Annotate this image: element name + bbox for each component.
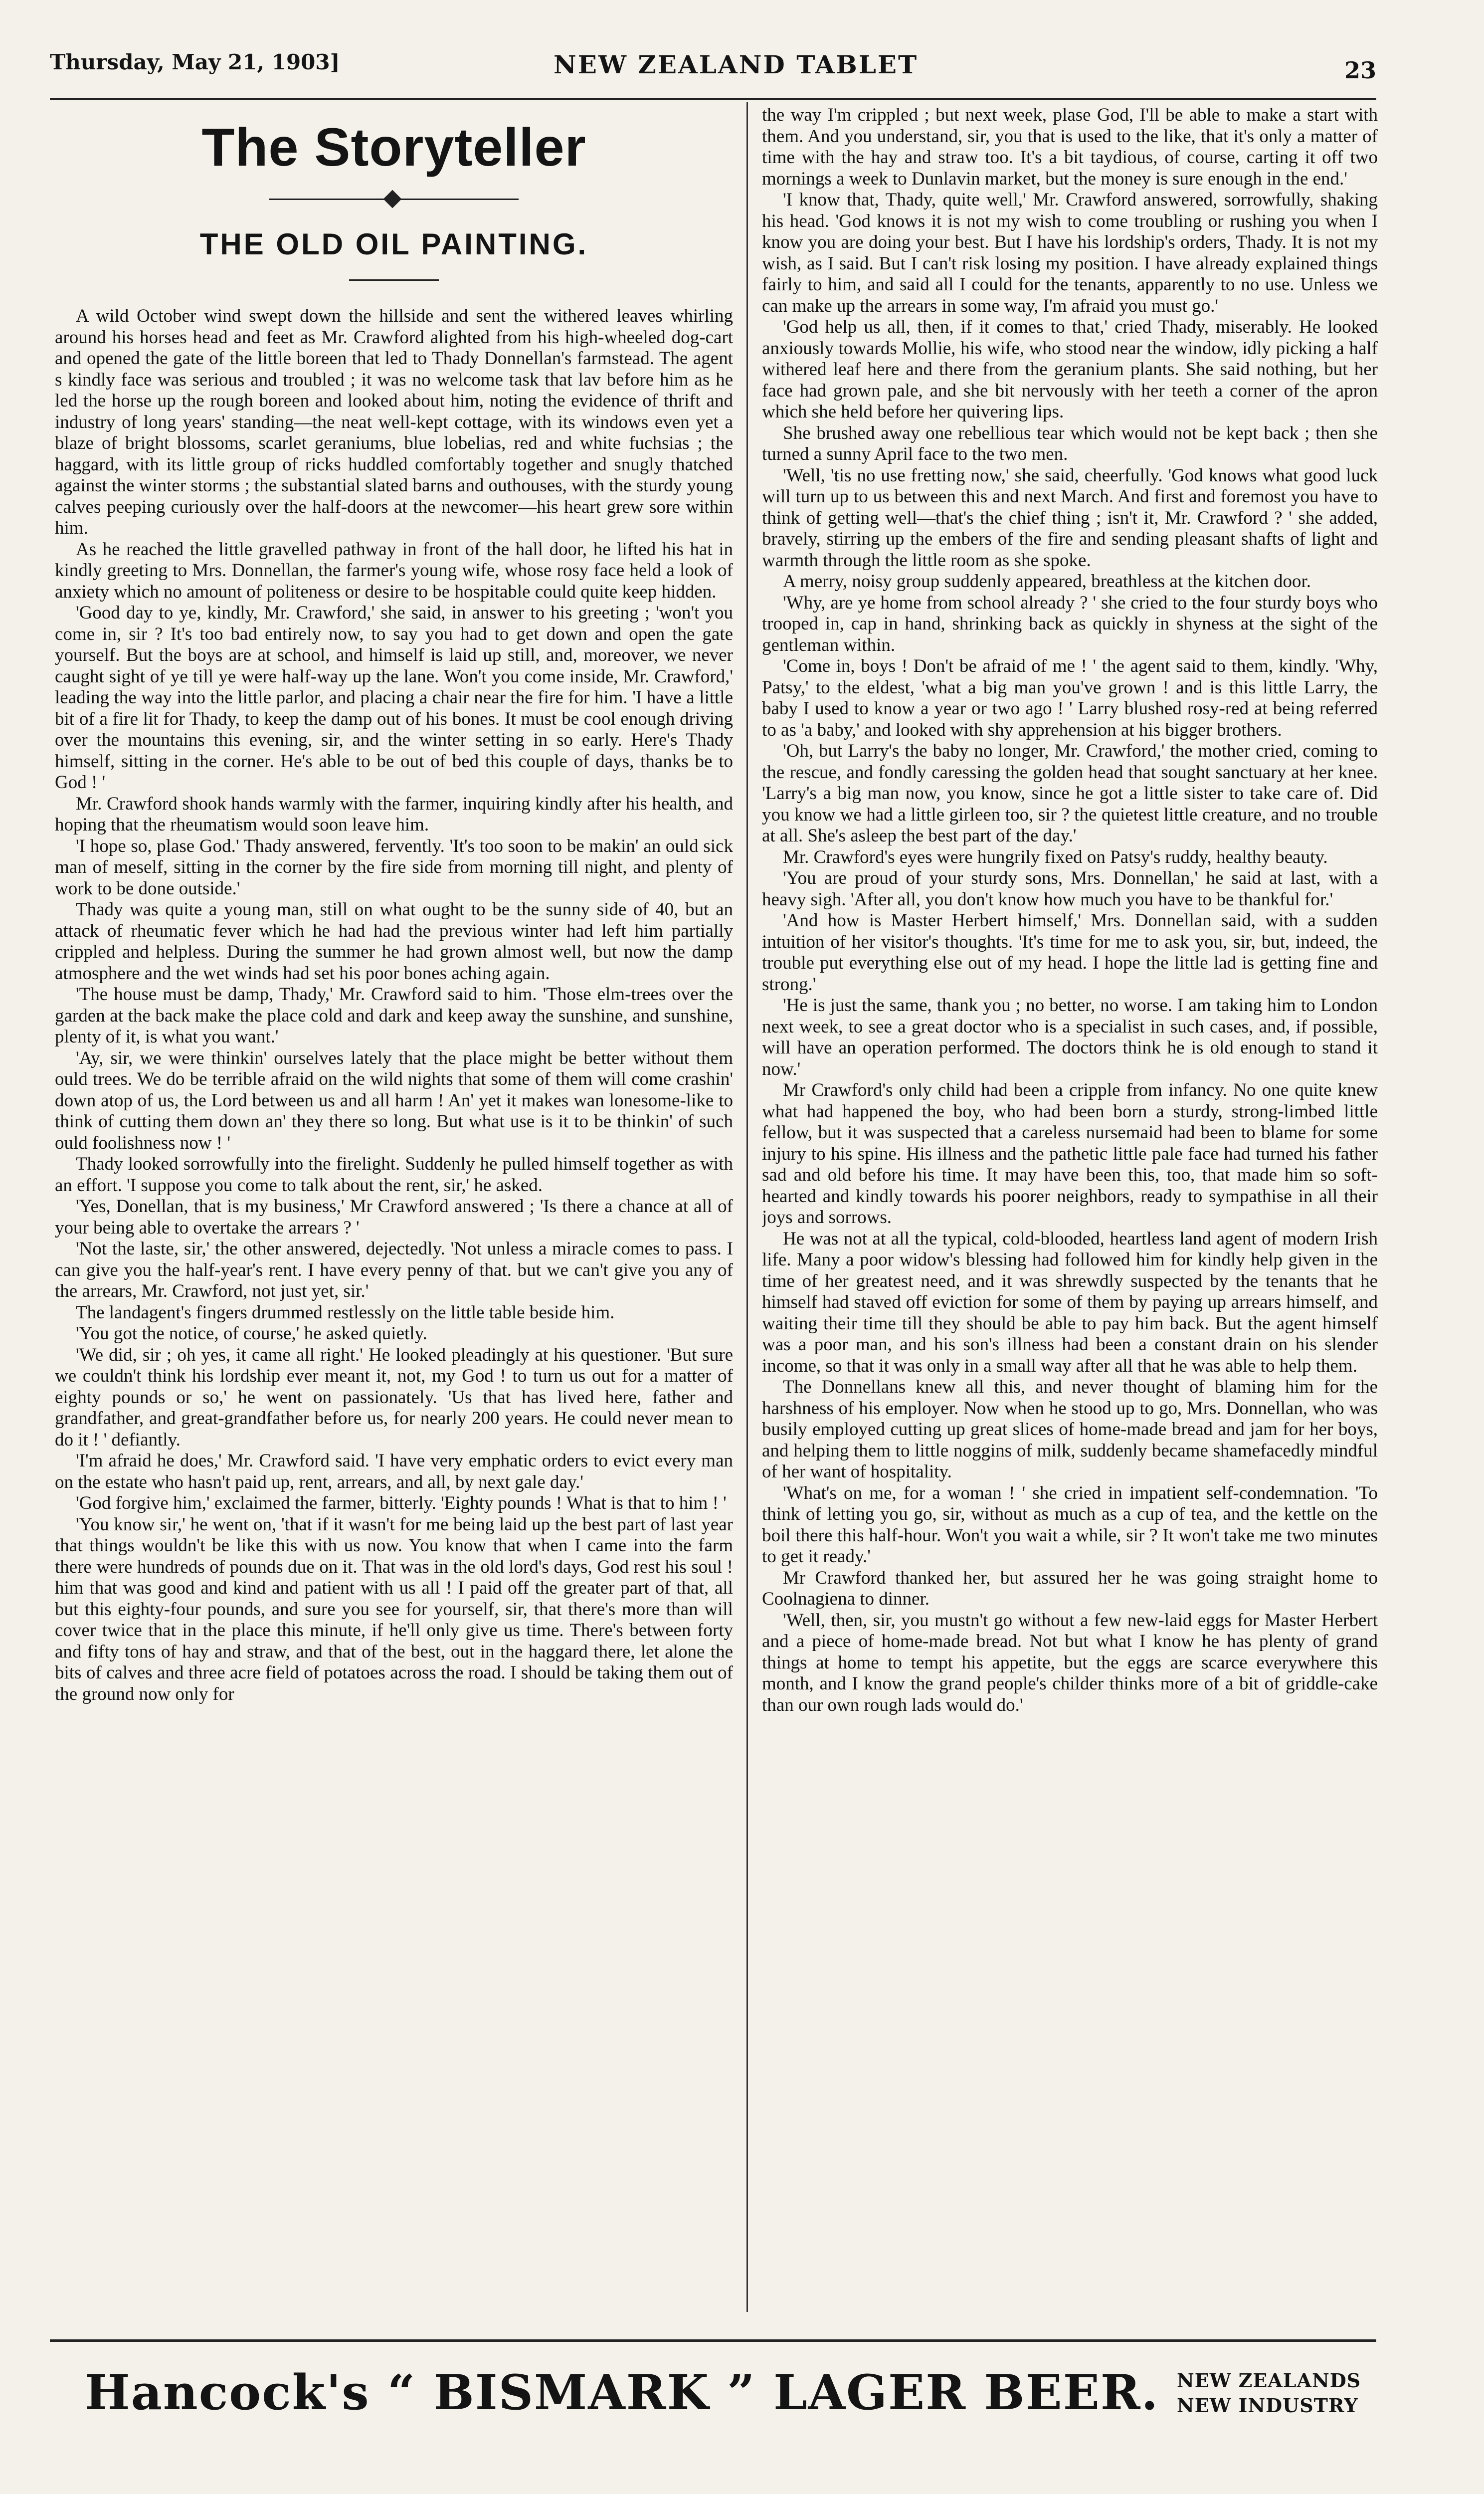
- right-column: [762, 105, 1378, 2314]
- article-paragraph: Mr Crawford thanked her, but assured her he was going straight home to Coolnagiena to dinner.: [762, 1567, 1378, 1609]
- article-paragraph: 'What's on me, for a woman ! ' she cried in impatient self-condemnation. 'To think of letting you go, sir, without as much as a cup of tea, and the kettle on the boil there this half-hour. Won't you wait a while, sir ? It won't take me two minutes to get it ready.': [762, 1482, 1378, 1567]
- article-paragraph: the way I'm crippled ; but next week, plase God, I'll be able to make a start with them. And you understand, sir, you that is used to the like, that it's only a matter of time with the hay and straw too. It's a bit taydious, of course, carting it off two mornings a week to Dunlavin market, but the money is sure enough in the end.': [762, 105, 1378, 189]
- title-ornament: [55, 190, 733, 209]
- article-paragraph: 'God forgive him,' exclaimed the farmer, bitterly. 'Eighty pounds ! What is that to him ! ': [76, 1493, 727, 1513]
- article-paragraph: 'Oh, but Larry's the baby no longer, Mr. Crawford,' the mother cried, coming to the rescue, and fondly caressing the golden head that sought sanctuary at her knee. 'Larry's a big man now, you know, since he got a little sister to take care of. Did you know we had a little girleen too, sir ? the quietest little creature, and no trouble at all. She's asleep the best part of the day.': [762, 741, 1378, 846]
- article-paragraph: 'I know that, Thady, quite well,' Mr. Crawford answered, sorrowfully, shaking his head. 'God knows it is not my wish to come troubling or rushing you when I know you are doing your best. But I have his lordship's orders, Thady. It is not my wish, as I said. But I can't risk losing my position. I have already explained things fairly to him, and said all I could for the tenants, apparently to no use. Unless we can make up the arrears in some way, I'm afraid you must go.': [762, 190, 1378, 316]
- article-paragraph: He was not at all the typical, cold-blooded, heartless land agent of modern Irish life. Many a poor widow's blessing had followed him for kindly help given in the time of her greatest need, and it was shrewdly suspected by the tenants that he himself had staved off eviction for some of them by paying up arrears himself, and waiting their time till they should be able to pay him back. But the agent himself was a poor man, and his son's illness had been a constant drain on his slender income, so that it was only in a small way after all that he was able to help them.: [762, 1228, 1378, 1376]
- publication-title: NEW ZEALAND TABLET: [554, 50, 919, 79]
- article-paragraph: She brushed away one rebellious tear which would not be kept back ; then she turned a sunny April face to the two men.: [762, 422, 1378, 464]
- page-header: [50, 50, 1376, 100]
- advertisement-text: Hancock's “ BISMARK ” LAGER BEER.: [85, 2364, 1159, 2421]
- column-divider: [746, 102, 748, 2312]
- article-paragraph: 'You got the notice, of course,' he asked quietly.: [76, 1323, 427, 1344]
- advertisement-banner: [50, 2354, 1376, 2454]
- article-paragraph: 'Well, then, sir, you mustn't go without a few new-laid eggs for Master Herbert and a piece of home-made bread. Not but what I know he has plenty of grand things at home to tempt his appetite, but the eggs are scarce everywhere this month, and I know the grand people's childer thinks more of a bit of griddle-cake than our own rough lads would do.': [762, 1610, 1378, 1715]
- title-rule: [349, 279, 439, 281]
- page-number: 23: [1344, 57, 1376, 84]
- left-column-body: [55, 306, 733, 1705]
- article-paragraph: The landagent's fingers drummed restlessly on the little table beside him.: [76, 1302, 615, 1323]
- article-paragraph: 'He is just the same, thank you ; no better, no worse. I am taking him to London next week, to see a great doctor who is a specialist in such cases, and, if possible, will have an operation performed. The doctors think he is old enough to stand it now.': [762, 995, 1378, 1079]
- article-paragraph: Thady was quite a young man, still on what ought to be the sunny side of 40, but an attack of rheumatic fever which he had had the previous winter had left him partially crippled and helpless. During the summer he had grown almost well, but now the damp atmosphere and the wet winds had set his poor bones aching again.: [55, 899, 733, 984]
- article-paragraph: The Donnellans knew all this, and never thought of blaming him for the harshness of his employer. Now when he stood up to go, Mrs. Donnellan, who was busily employed cutting up great slices of home-made bread and jam for her boys, and helping them to little noggins of milk, suddenly became shamefacedly mindful of her want of hospitality.: [762, 1377, 1378, 1482]
- article-paragraph: Mr. Crawford shook hands warmly with the farmer, inquiring kindly after his health, and hoping that the rheumatism would soon leave him.: [55, 793, 733, 835]
- right-column-body: [762, 105, 1378, 1716]
- article-paragraph: 'You know sir,' he went on, 'that if it wasn't for me being laid up the best part of last year that things wouldn't be like this with us now. You know that when I came into the farm there were hundreds of pounds due on it. That was in the old lord's days, God rest his soul ! him that was good and kind and patient with us all ! I paid off the greater part of that, all but this eighty-four pounds, and sure you see for yourself, sir, that there's more than will cover twice that in the place this minute, if he'll only give us time. There's between forty and fifty tons of hay and straw, and that of the best, out in the haggard there, let alone the bits of calves and three acre field of potatoes across the road. I should be taking them out of the ground now only for: [55, 1514, 733, 1704]
- article-paragraph: 'Well, 'tis no use fretting now,' she said, cheerfully. 'God knows what good luck will turn up to us between this and next March. And first and foremost you have to think of getting well—that's the chief thing ; isn't it, Mr. Crawford ? ' she added, bravely, stirring up the embers of the fire and sending pleasant shafts of light and warmth through the little room as she spoke.: [762, 465, 1378, 571]
- article-paragraph: 'Good day to ye, kindly, Mr. Crawford,' she said, in answer to his greeting ; 'won't you come in, sir ? It's too bad entirely now, to say you had to get down and open the gate yourself. But the boys are at school, and himself is laid up still, and, moreover, we never caught sight of ye till ye were half-way up the lane. Won't you come inside, Mr. Crawford,' leading the way into the little parlor, and placing a chair near the fire for him. 'I have a little bit of a fire lit for Thady, to keep the damp out of his bones. It must be cool enough driving over the mountains this evening, sir, and the winter setting in so early. Here's Thady himself, sitting in the corner. He's able to be out of bed this couple of days, thanks be to God ! ': [55, 603, 733, 793]
- article-paragraph: Mr. Crawford's eyes were hungrily fixed on Patsy's ruddy, healthy beauty.: [783, 846, 1328, 867]
- footer-rule: [50, 2339, 1376, 2342]
- story-title: THE OLD OIL PAINTING.: [199, 227, 588, 261]
- article-paragraph: 'Ay, sir, we were thinkin' ourselves lately that the place might be better without them ould trees. We do be terrible afraid on the wild nights that some of them will come crashin' down atop of us, the Lord between us and all harm ! An' yet it makes wan lonesome-like to think of cutting them down an' they there so long. But what use is it to be thinkin' of such ould foolishness now ! ': [55, 1047, 733, 1153]
- article-paragraph: 'Come in, boys ! Don't be afraid of me ! ' the agent said to them, kindly. 'Why, Patsy,' to the eldest, 'what a big man you've grown ! and is this little Larry, the baby I used to know a year or two ago ! ' Larry blushed rosy-red at being referred to as 'a baby,' and looked with shy apprehension at his bigger brothers.: [762, 656, 1378, 740]
- article-paragraph: 'God help us all, then, if it comes to that,' cried Thady, miserably. He looked anxiously towards Mollie, his wife, who stood near the window, idly picking a half withered leaf here and there from the geranium plants. She said nothing, but her face had grown pale, and she bit nervously with her teeth a corner of the apron which she held before her quivering lips.: [762, 317, 1378, 422]
- article-paragraph: As he reached the little gravelled pathway in front of the hall door, he lifted his hat in kindly greeting to Mrs. Donnellan, the farmer's young wife, whose rosy face held a look of anxiety which no amount of politeness or desire to be hospitable could quite keep hidden.: [55, 539, 733, 602]
- article-paragraph: 'Not the laste, sir,' the other answered, dejectedly. 'Not unless a miracle comes to pass. I can give you the half-year's rent. I have every penny of that. but we can't give you any of the arrears, Mr. Crawford, not just yet, sir.': [55, 1239, 733, 1301]
- article-paragraph: 'And how is Master Herbert himself,' Mrs. Donnellan said, with a sudden intuition of her visitor's thoughts. 'It's time for me to ask you, sir, but, indeed, the trouble put everything else out of my head. I hope the little lad is getting fine and strong.': [762, 910, 1378, 995]
- advertisement-tagline: NEW ZEALANDS: [1177, 2369, 1361, 2392]
- article-paragraph: 'Yes, Donellan, that is my business,' Mr Crawford answered ; 'Is there a chance at all of your being able to overtake the arrears ? ': [55, 1196, 733, 1238]
- advertisement-tagline: NEW INDUSTRY: [1177, 2394, 1358, 2417]
- article-paragraph: 'I'm afraid he does,' Mr. Crawford said. 'I have very emphatic orders to evict every man on the estate who hasn't paid up, rent, arrears, and all, by next gale day.': [55, 1451, 733, 1492]
- article-paragraph: 'The house must be damp, Thady,' Mr. Crawford said to him. 'Those elm-trees over the garden at the back make the place cold and dark and keep away the sunshine, and sunshine, plenty of it, is what you want.': [55, 984, 733, 1047]
- article-paragraph: A wild October wind swept down the hillside and sent the withered leaves whirling around his horses head and feet as Mr. Crawford alighted from his high-wheeled dog-cart and opened the gate of the little boreen that led to Thady Donnellan's farmstead. The agent s kindly face was serious and troubled ; it was no welcome task that lav before him as he led the horse up the rough boreen and looked about him, noting the evidence of thrift and industry of long years' standing—the neat well-kept cottage, with its windows even yet a blaze of bright blossoms, scarlet geraniums, blue lobelias, red and white fuchsias ; the haggard, with its little group of ricks huddled comfortably together and snugly thatched against the winter storms ; the substantial slated barns and outhouses, with the sturdy young calves peeping curiously over the half-doors at the newcomer—his heart grew sore within him.: [55, 306, 733, 538]
- left-column: [55, 105, 733, 2314]
- article-paragraph: A merry, noisy group suddenly appeared, breathless at the kitchen door.: [783, 571, 1311, 592]
- article-paragraph: 'Why, are ye home from school already ? ' she cried to the four sturdy boys who trooped in, cap in hand, shrinking back as quickly in shyness at the sight of the gentleman within.: [762, 592, 1378, 655]
- article-paragraph: 'You are proud of your sturdy sons, Mrs. Donnellan,' he said at last, with a heavy sigh. 'After all, you don't know how much you have to be thankful for.': [762, 868, 1378, 910]
- article-paragraph: 'I hope so, plase God.' Thady answered, fervently. 'It's too soon to be makin' an ould sick man of meself, sitting in the corner by the fire side from morning till night, and plenty of work to be done outside.': [55, 835, 733, 899]
- issue-date: Thursday, May 21, 1903]: [50, 50, 340, 74]
- article-paragraph: Mr Crawford's only child had been a cripple from infancy. No one quite knew what had happened the boy, who had been born a sturdy, strong-limbed little fellow, but it was suspected that a careless nursemaid had been to blame for some injury to his spine. His illness and the pathetic little pale face had turned his father sad and old before his time. It may have been this, too, that made him so soft-hearted and kindly towards his poorer neighbors, ready to sympathise in all their joys and sorrows.: [762, 1080, 1378, 1228]
- header-rule: [50, 98, 1376, 100]
- section-title: The Storyteller: [201, 117, 586, 177]
- article-paragraph: 'We did, sir ; oh yes, it came all right.' He looked pleadingly at his questioner. 'But sure we couldn't think his lordship ever meant it, not, my God ! to turn us out for a matter of eighty pounds or so,' he went on passionately. 'Us that has lived here, father and grandfather, and great-grandfather before us, for nearly 200 years. He could never mean to do it ! ' defiantly.: [55, 1344, 733, 1450]
- diamond-icon: [383, 190, 402, 208]
- article-paragraph: Thady looked sorrowfully into the firelight. Suddenly he pulled himself together as with an effort. 'I suppose you come to talk about the rent, sir,' he asked.: [55, 1154, 733, 1196]
